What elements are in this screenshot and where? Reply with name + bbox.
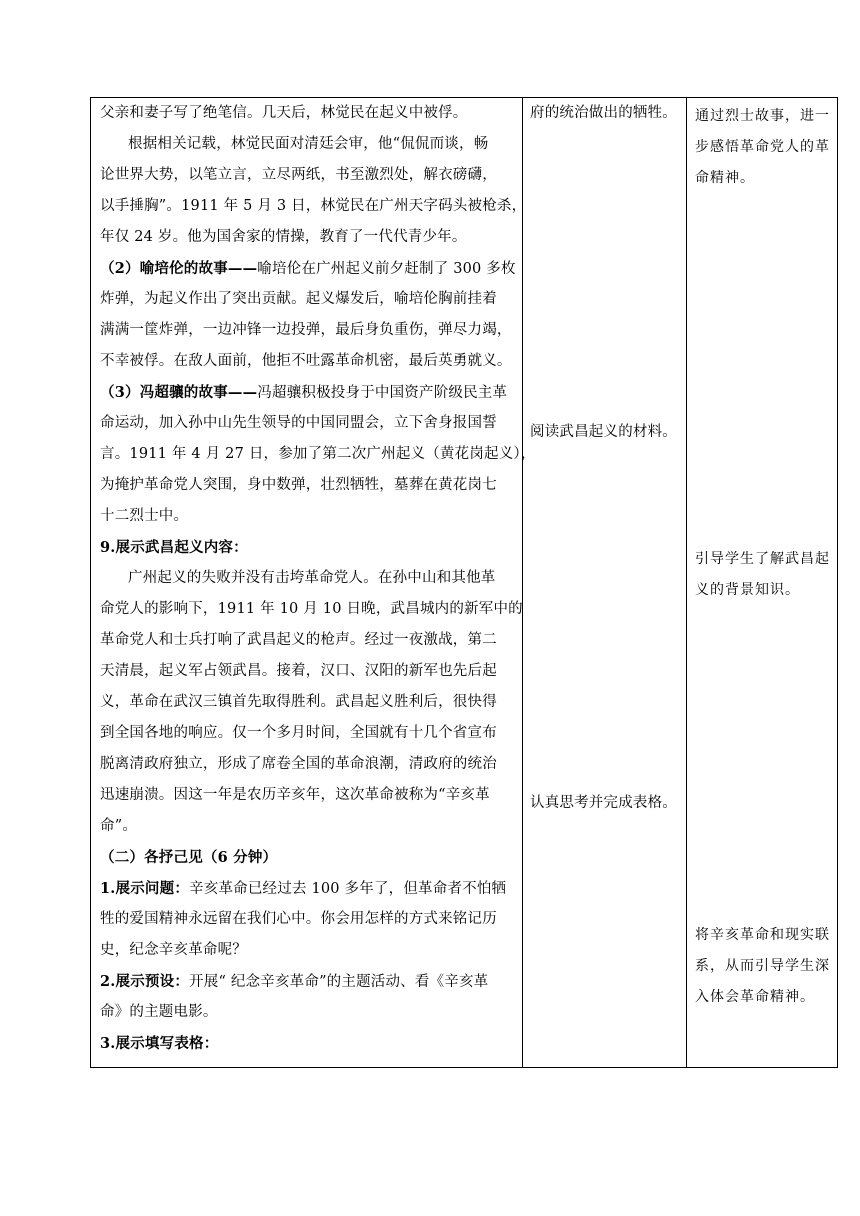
content-line: 言。1911 年 4 月 27 日，参加了第二次广州起义（黄花岗起义）， (100, 446, 536, 462)
content-line: 十二烈士中。 (100, 508, 189, 524)
story-text: 喻培伦在广州起义前夕赶制了 300 多枚 (257, 261, 516, 277)
content-line: 年仅 24 岁。他为国舍家的情操，教育了一代代青少年。 (100, 229, 467, 245)
content-line: 炸弹，为起义作出了突出贡献。起义爆发后，喻培伦胸前挂着 (100, 291, 497, 307)
content-line: 命》的主题电影。 (100, 1004, 218, 1020)
content-line: 迅速崩溃。因这一年是农历辛亥年，这次革命被称为“辛亥革 (100, 787, 490, 803)
content-line: 命党人的影响下，1911 年 10 月 10 日晚，武昌城内的新军中的 (100, 601, 523, 617)
design-intent: 将辛亥革命和现实联 (695, 927, 830, 943)
design-intent: 入体会革命精神。 (695, 989, 815, 1005)
story-heading: （2）喻培伦的故事—— (100, 260, 258, 277)
content-line: 天清晨，起义军占领武昌。接着，汉口、汉阳的新军也先后起 (100, 663, 497, 679)
content-line: 命”。 (100, 818, 138, 834)
content-line: 广州起义的失败并没有击垮革命党人。在孙中山和其他革 (128, 570, 496, 586)
item-text: 开展“ 纪念辛亥革命”的主题活动、看《辛亥革 (189, 974, 489, 990)
item-heading: 3.展示填写表格： (100, 1035, 219, 1052)
column-divider-2 (686, 98, 687, 1067)
design-intent: 义的背景知识。 (695, 582, 800, 598)
content-line: 脱离清政府独立，形成了席卷全国的革命浪潮，清政府的统治 (100, 756, 497, 772)
content-line: 革命党人和士兵打响了武昌起义的枪声。经过一夜激战，第二 (100, 632, 497, 648)
content-line: 史，纪念辛亥革命呢？ (100, 942, 247, 958)
content-line: 到全国各地的响应。仅一个多月时间，全国就有十几个省宣布 (100, 725, 497, 741)
student-activity: 认真思考并完成表格。 (530, 795, 677, 811)
content-line: 为掩护革命党人突围，身中数弹，壮烈牺牲，墓葬在黄花岗七 (100, 477, 497, 493)
section-heading: （二）各抒己见（6 分钟） (100, 849, 278, 866)
content-line: 满满一筐炸弹，一边冲锋一边投弹，最后身负重伤，弹尽力竭， (100, 322, 512, 338)
content-line (100, 377, 507, 409)
design-intent: 步感悟革命党人的革 (695, 139, 830, 155)
column-divider-1 (522, 98, 523, 1067)
content-line: 以手捶胸”。1911 年 5 月 3 日，林觉民在广州天字码头被枪杀， (100, 198, 527, 214)
content-line (100, 873, 506, 905)
design-intent: 命精神。 (695, 170, 755, 186)
content-line: 父亲和妻子写了绝笔信。几天后，林觉民在起义中被俘。 (100, 105, 468, 121)
content-line (100, 966, 488, 998)
content-line: 命运动，加入孙中山先生领导的中国同盟会，立下舍身报国誓 (100, 415, 497, 431)
story-heading: （3）冯超骧的故事—— (100, 384, 258, 401)
story-text: 冯超骧积极投身于中国资产阶级民主革 (257, 385, 508, 401)
design-intent: 引导学生了解武昌起 (695, 551, 830, 567)
content-line (100, 253, 516, 285)
design-intent: 通过烈士故事，进一 (695, 108, 830, 124)
item-heading: 2.展示预设： (100, 973, 190, 990)
item-text: 辛亥革命已经过去 100 多年了，但革命者不怕牺 (189, 881, 507, 897)
content-line: 不幸被俘。在敌人面前，他拒不吐露革命机密，最后英勇就义。 (100, 353, 512, 369)
item-heading: 1.展示问题： (100, 880, 190, 897)
content-line: 论世界大势，以笔立言，立尽两纸，书至激烈处，解衣磅礴， (100, 167, 497, 183)
student-activity: 阅读武昌起义的材料。 (530, 424, 677, 440)
lesson-table (90, 97, 838, 1068)
student-activity: 府的统治做出的牺牲。 (530, 105, 677, 121)
design-intent: 系，从而引导学生深 (695, 958, 830, 974)
content-line: 义，革命在武汉三镇首先取得胜利。武昌起义胜利后，很快得 (100, 694, 497, 710)
content-line: 牲的爱国精神永远留在我们心中。你会用怎样的方式来铭记历 (100, 911, 497, 927)
content-line: 根据相关记载，林觉民面对清廷会审，他“侃侃而谈，畅 (128, 136, 489, 152)
section-heading: 9.展示武昌起义内容： (100, 539, 248, 556)
